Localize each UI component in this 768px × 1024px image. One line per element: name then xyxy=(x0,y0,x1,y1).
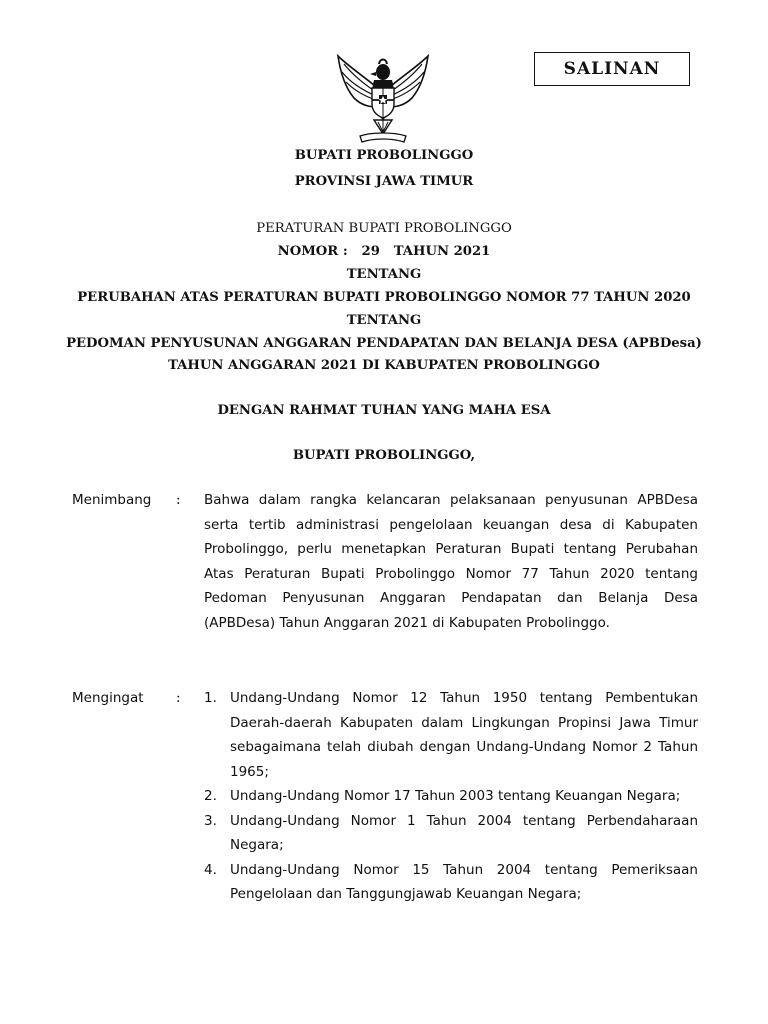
mengingat-colon: : xyxy=(176,690,181,706)
subject-line-2: PEDOMAN PENYUSUNAN ANGGARAN PENDAPATAN DAN BELANJA DESA (APBDesa) xyxy=(66,336,702,351)
tentang-1: TENTANG xyxy=(346,267,422,282)
list-item: 2. Undang-Undang Nomor 17 Tahun 2003 tentang Keuangan Negara; xyxy=(204,788,681,804)
nomor-value: 29 xyxy=(361,244,380,259)
list-item: 1. Undang-Undang Nomor 12 Tahun 1950 tentang Pembentukan Daerah-daerah Kabupaten dalam Lingkungan Propinsi Jawa Timur sebagaimana telah diubah dengan Undang-Undang Nomor 2 Tahun 1965; xyxy=(204,690,698,780)
header-provinsi: PROVINSI JAWA TIMUR xyxy=(294,174,474,189)
regulation-number xyxy=(0,244,768,259)
menimbang-colon: : xyxy=(176,492,181,508)
salinan-stamp: SALINAN xyxy=(534,52,690,86)
garuda-pancasila-icon xyxy=(330,50,436,144)
mengingat-label: Mengingat xyxy=(72,690,144,706)
tentang-2: TENTANG xyxy=(346,313,422,328)
nomor-label: NOMOR : xyxy=(277,244,348,259)
menimbang-text: Bahwa dalam rangka kelancaran pelaksanaan penyusunan APBDesa serta tertib administrasi pengelolaan keuangan desa di Kabupaten Probolinggo, perlu menetapkan Peraturan Bupati tentang Perubahan Atas Peraturan Bupati Probolinggo Nomor 77 Tahun 2020 tentang Pedoman Penyusunan Anggaran Pendapatan dan Belanja Desa (APBDesa) Tahun Anggaran 2021 di Kabupaten Probolinggo. xyxy=(204,492,698,631)
list-item: 3. Undang-Undang Nomor 1 Tahun 2004 tentang Perbendaharaan Negara; xyxy=(204,812,698,853)
mengingat-list xyxy=(204,686,698,907)
subject-line-3: TAHUN ANGGARAN 2021 DI KABUPATEN PROBOLINGGO xyxy=(168,358,600,373)
subject-line-1: PERUBAHAN ATAS PERATURAN BUPATI PROBOLINGGO NOMOR 77 TAHUN 2020 xyxy=(77,290,691,305)
authority: BUPATI PROBOLINGGO, xyxy=(292,448,476,463)
invocation: DENGAN RAHMAT TUHAN YANG MAHA ESA xyxy=(217,403,551,418)
menimbang-label: Menimbang xyxy=(72,492,152,508)
list-item: 4. Undang-Undang Nomor 15 Tahun 2004 tentang Pemeriksaan Pengelolaan dan Tanggungjawab Keuangan Negara; xyxy=(204,861,698,902)
regulation-title: PERATURAN BUPATI PROBOLINGGO xyxy=(256,221,512,236)
header-bupati: BUPATI PROBOLINGGO xyxy=(294,148,474,163)
tahun-label: TAHUN 2021 xyxy=(393,244,491,259)
